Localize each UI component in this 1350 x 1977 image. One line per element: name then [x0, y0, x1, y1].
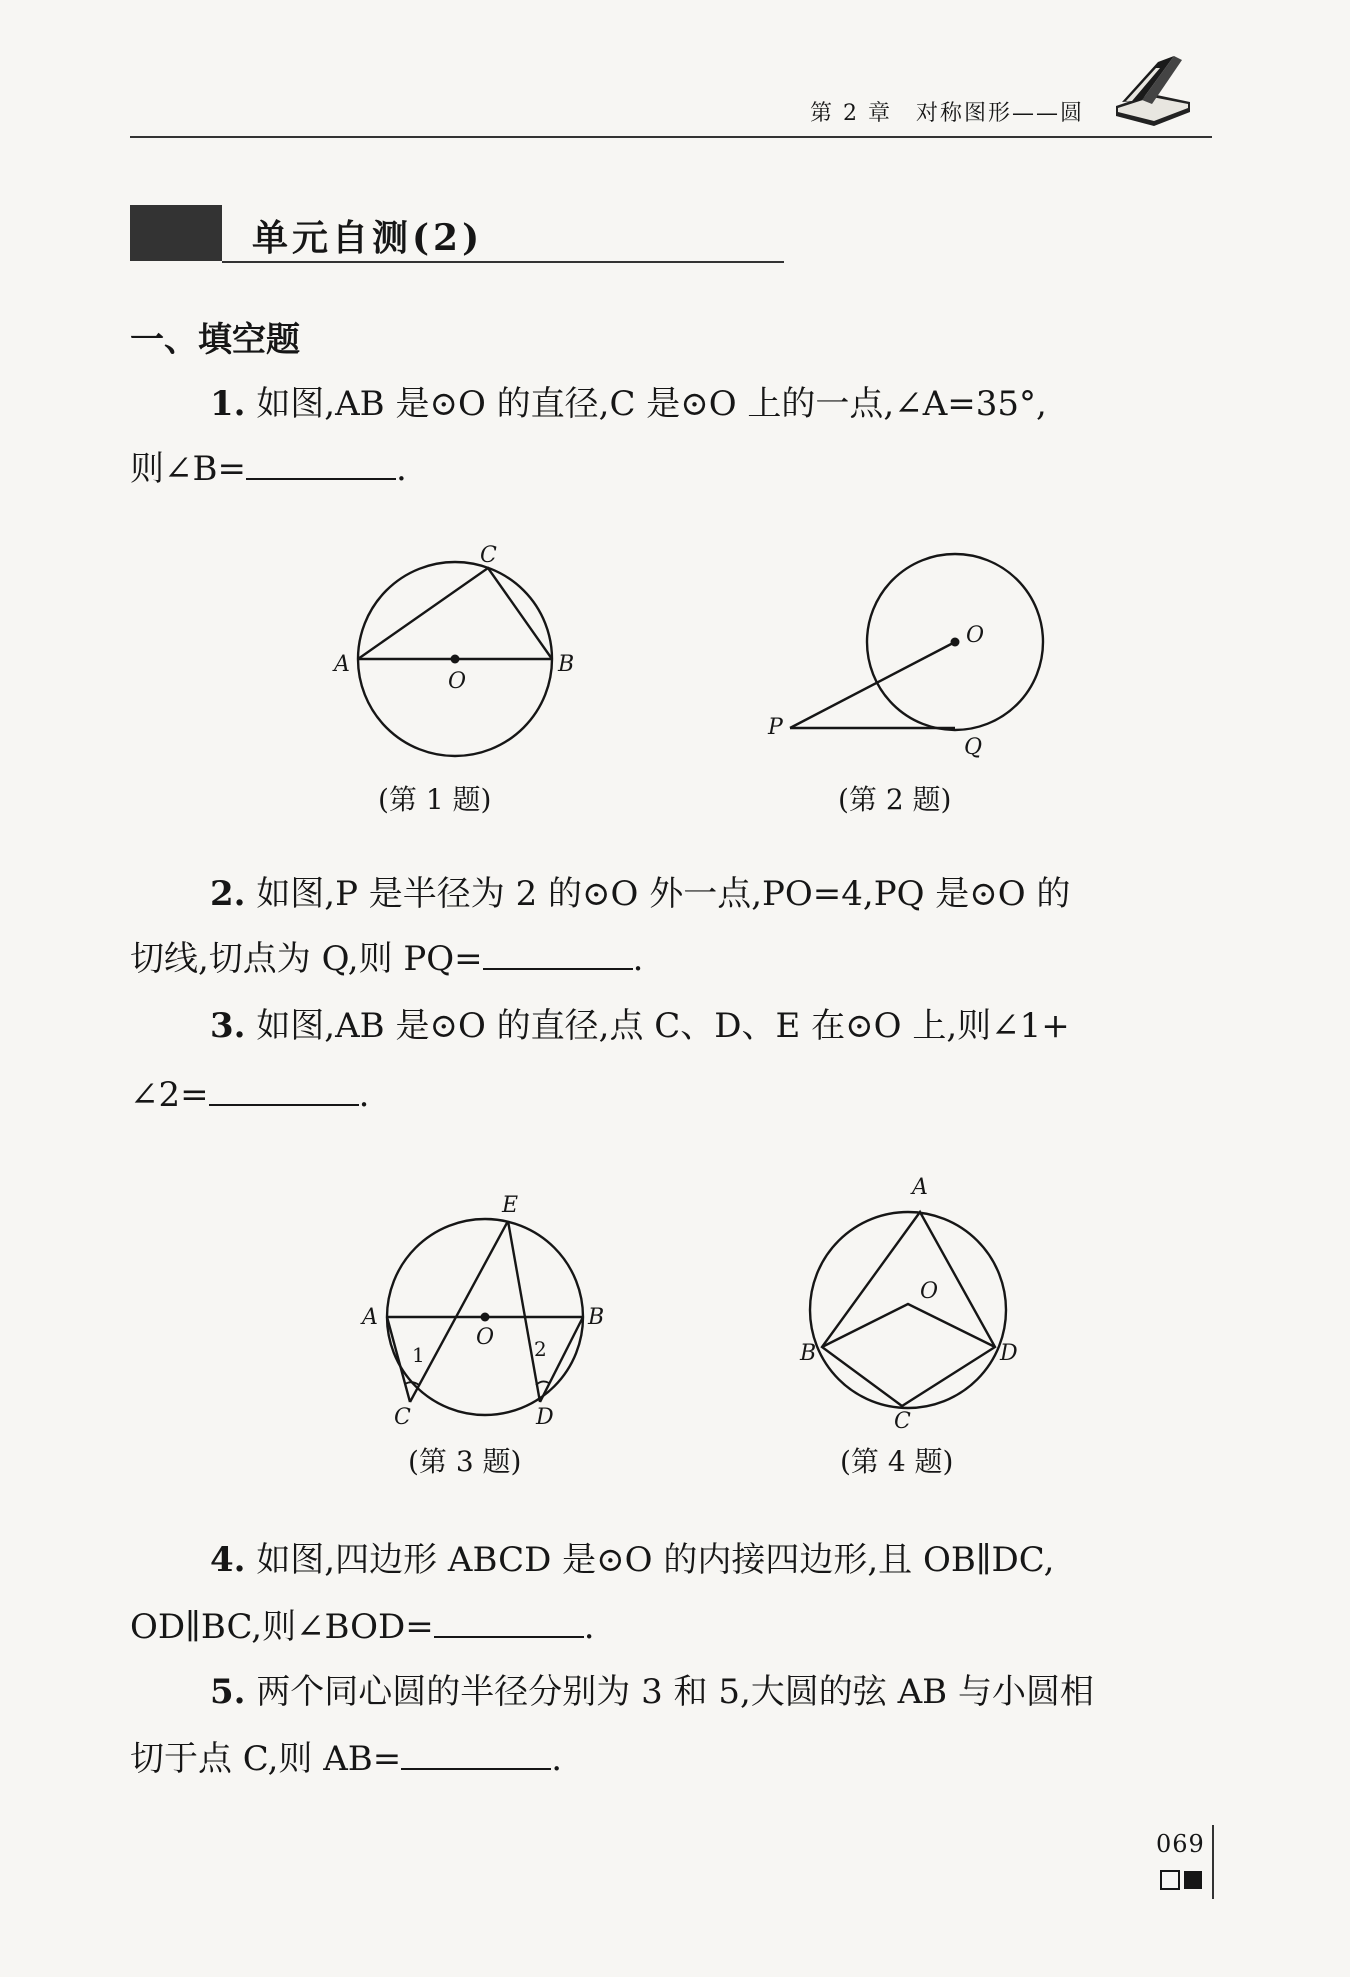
question-text: 切线,切点为 Q,则 PQ=: [130, 939, 483, 979]
point-label-o: O: [448, 669, 467, 694]
figure-2: [760, 542, 1060, 768]
point-label-d: D: [1000, 1341, 1018, 1366]
point-label-c: C: [894, 1409, 911, 1430]
point-label-p: P: [768, 715, 783, 740]
point-label-a: A: [912, 1175, 928, 1200]
question-text: 则∠B=: [130, 449, 246, 489]
question-text: 如图,四边形 ABCD 是⊙O 的内接四边形,且 OB∥DC,: [256, 1540, 1055, 1580]
book-stack-icon: [1112, 50, 1194, 132]
section-underline: [222, 261, 784, 263]
question-text: 如图,P 是半径为 2 的⊙O 外一点,PO=4,PQ 是⊙O 的: [256, 874, 1071, 914]
question-number: 2.: [210, 874, 246, 914]
page-number-rule: [1212, 1825, 1214, 1899]
page-marks-icon: [1160, 1868, 1208, 1892]
point-label-b: B: [800, 1341, 817, 1366]
answer-blank[interactable]: [209, 1074, 359, 1106]
question-text: 如图,AB 是⊙O 的直径,点 C、D、E 在⊙O 上,则∠1+: [256, 1006, 1070, 1046]
answer-blank[interactable]: [401, 1738, 551, 1770]
question-end: .: [358, 1075, 370, 1115]
answer-blank[interactable]: [483, 938, 633, 970]
question-3-line-1: [210, 1006, 1070, 1046]
section-title: 单元自测(2): [252, 217, 484, 259]
question-number: 4.: [210, 1540, 246, 1580]
point-label-b: B: [588, 1305, 605, 1330]
chapter-title: 第 2 章 对称图形——圆: [810, 101, 1084, 126]
question-4-line-2: [130, 1606, 595, 1647]
angle-label-1: 1: [412, 1343, 425, 1367]
question-5-line-1: [210, 1672, 1094, 1712]
point-label-a: A: [362, 1305, 378, 1330]
question-5-line-2: [130, 1738, 562, 1779]
point-label-o: O: [920, 1279, 939, 1304]
question-text: 切于点 C,则 AB=: [130, 1739, 402, 1779]
part-heading: 一、填空题: [130, 320, 300, 360]
question-2-line-1: [210, 874, 1070, 914]
question-end: .: [632, 939, 644, 979]
answer-blank[interactable]: [246, 448, 396, 480]
section-marker-block: [130, 205, 222, 261]
figure-2-caption: (第 2 题): [838, 783, 952, 816]
question-end: .: [395, 449, 407, 489]
answer-blank[interactable]: [434, 1606, 584, 1638]
question-text: 如图,AB 是⊙O 的直径,C 是⊙O 上的一点,∠A=35°,: [256, 384, 1047, 424]
question-end: .: [583, 1607, 595, 1647]
figure-1: [320, 538, 580, 768]
question-3-line-2: [130, 1074, 369, 1115]
question-4-line-1: [210, 1540, 1054, 1580]
figure-3: [350, 1190, 620, 1430]
point-label-c: C: [394, 1405, 411, 1430]
figure-3-caption: (第 3 题): [408, 1445, 522, 1478]
point-label-o: O: [966, 623, 985, 648]
question-number: 5.: [210, 1672, 246, 1712]
question-text: OD∥BC,则∠BOD=: [130, 1607, 434, 1647]
page-number: 069: [1156, 1830, 1205, 1858]
point-label-q: Q: [964, 735, 983, 760]
question-1-line-2: [130, 448, 407, 489]
point-label-b: B: [558, 652, 575, 677]
point-label-d: D: [536, 1405, 554, 1430]
figure-4: [790, 1164, 1040, 1430]
point-label-c: C: [480, 543, 497, 568]
point-label-e: E: [502, 1193, 519, 1218]
point-label-o: O: [476, 1325, 495, 1350]
question-text: 两个同心圆的半径分别为 3 和 5,大圆的弦 AB 与小圆相: [256, 1672, 1094, 1712]
figure-4-caption: (第 4 题): [840, 1445, 954, 1478]
question-number: 1.: [210, 384, 246, 424]
point-label-a: A: [334, 652, 350, 677]
question-number: 3.: [210, 1006, 246, 1046]
question-end: .: [551, 1739, 563, 1779]
question-1-line-1: [210, 384, 1047, 424]
angle-label-2: 2: [534, 1337, 547, 1361]
figure-1-caption: (第 1 题): [378, 783, 492, 816]
question-2-line-2: [130, 938, 643, 979]
running-header: [130, 96, 1212, 138]
question-text: ∠2=: [130, 1075, 209, 1115]
